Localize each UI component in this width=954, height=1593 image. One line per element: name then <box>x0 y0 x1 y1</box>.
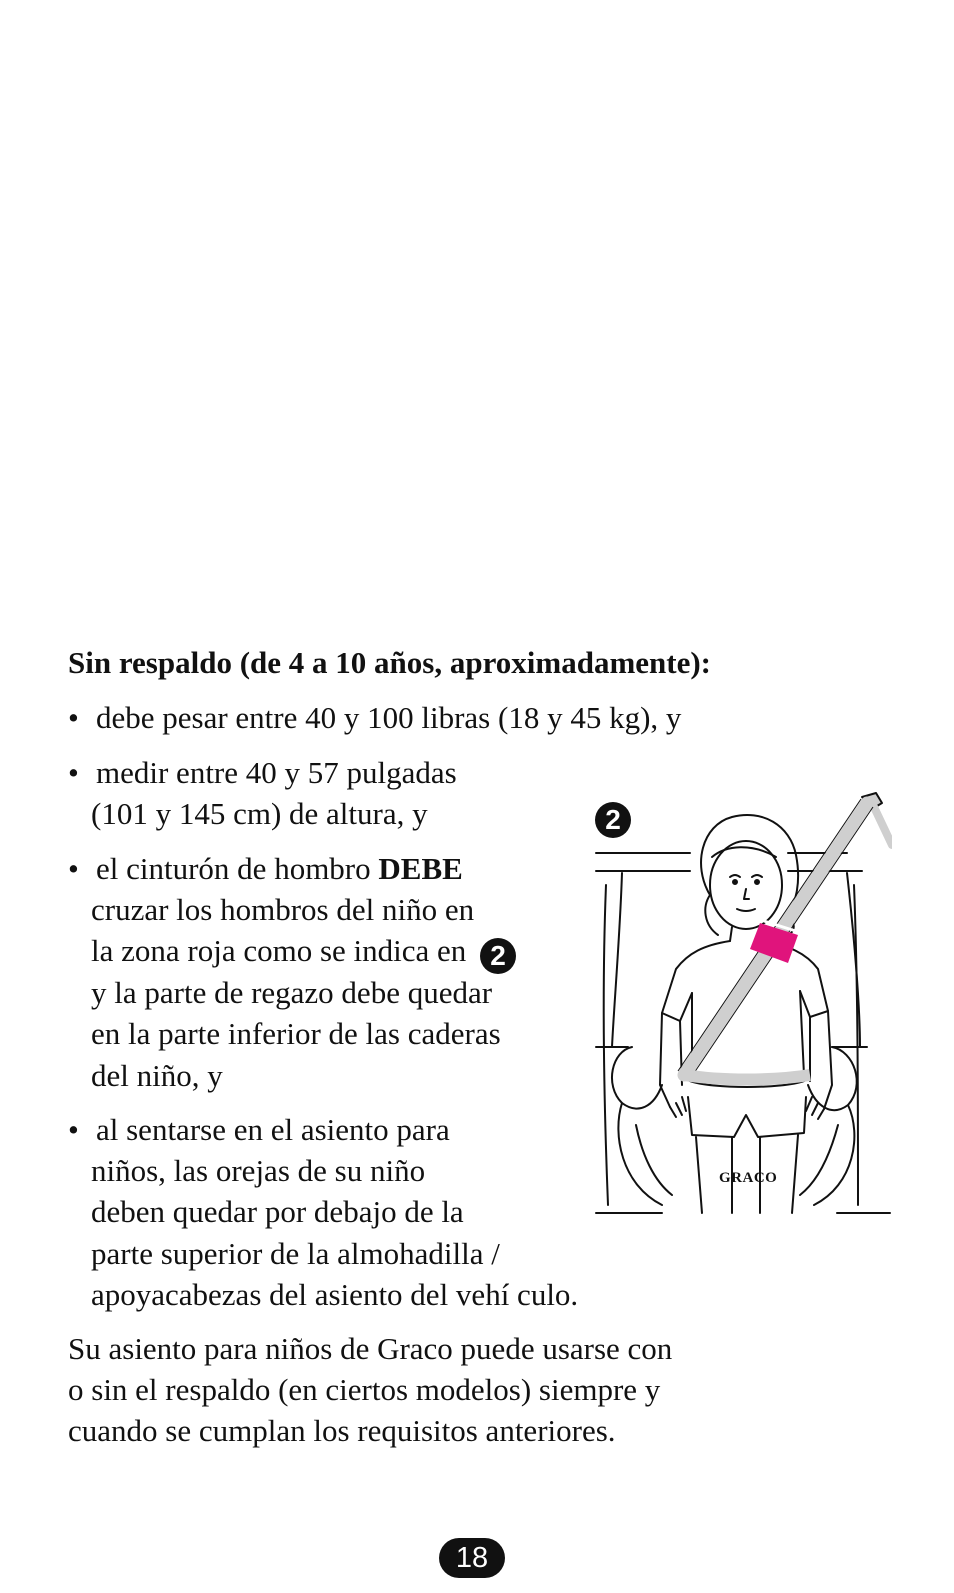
bullet-3-line-1 <box>96 851 463 887</box>
figure-number-badge: 2 <box>595 802 631 838</box>
bullet-marker: • <box>68 851 79 886</box>
figure-reference-badge: 2 <box>480 938 516 974</box>
paragraph-line-2: o sin el respaldo (en ciertos modelos) siempre y <box>68 1372 661 1407</box>
bullet-3-line-3-text: la zona roja como se indica en <box>91 933 467 968</box>
bullet-3-line-3 <box>91 933 516 974</box>
bullet-3-line-1-text: el cinturón de hombro <box>96 851 379 886</box>
bullet-3-line-2: cruzar los hombros del niño en <box>91 892 475 927</box>
bullet-3-line-6: del niño, y <box>91 1058 223 1093</box>
child-booster-drawing <box>592 785 892 1220</box>
bullet-marker: • <box>68 700 79 735</box>
emphasis-debe: DEBE <box>378 851 463 886</box>
bullet-2-line-1: medir entre 40 y 57 pulgadas <box>96 755 457 790</box>
bullet-4-line-2: niños, las orejas de su niño <box>91 1153 426 1188</box>
bullet-4-line-1: al sentarse en el asiento para <box>96 1112 450 1147</box>
bullet-4-line-5: apoyacabezas del asiento del vehí culo. <box>91 1277 579 1312</box>
bullet-4-line-4: parte superior de la almohadilla / <box>91 1236 500 1271</box>
bullet-marker: • <box>68 755 79 790</box>
graco-logo: GRACO <box>719 1170 778 1186</box>
bullet-3-line-5: en la parte inferior de las caderas <box>91 1016 501 1051</box>
paragraph-line-3: cuando se cumplan los requisitos anteriores. <box>68 1413 616 1448</box>
bullet-1-text: debe pesar entre 40 y 100 libras (18 y 45 kg), y <box>96 700 682 735</box>
bullet-marker: • <box>68 1112 79 1147</box>
section-heading: Sin respaldo (de 4 a 10 años, aproximadamente): <box>68 645 712 680</box>
bullet-3-line-4: y la parte de regazo debe quedar <box>91 975 493 1010</box>
page-number-badge: 18 <box>439 1538 505 1578</box>
bullet-2-line-2: (101 y 145 cm) de altura, y <box>91 796 428 831</box>
paragraph-line-1: Su asiento para niños de Graco puede usarse con <box>68 1331 673 1366</box>
bullet-4-line-3: deben quedar por debajo de la <box>91 1194 464 1229</box>
booster-seat-illustration <box>592 785 892 1225</box>
